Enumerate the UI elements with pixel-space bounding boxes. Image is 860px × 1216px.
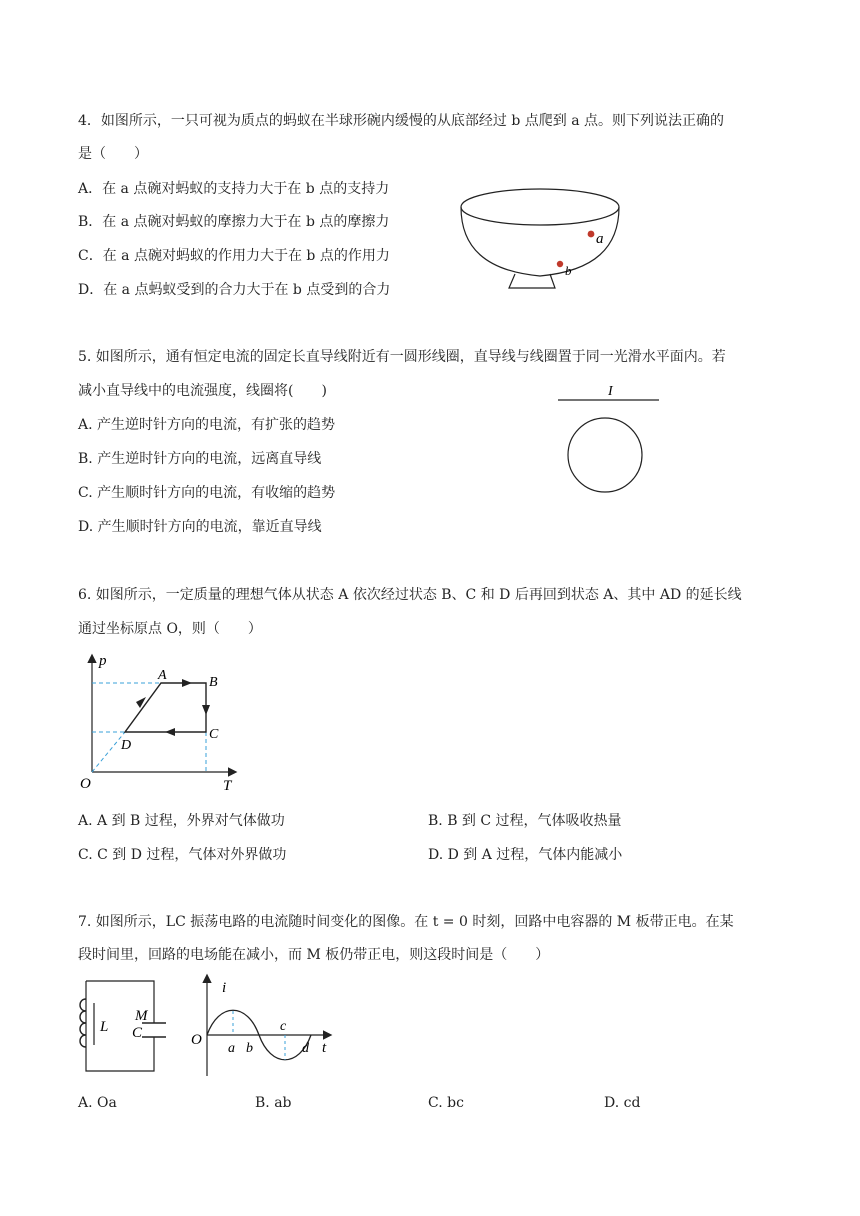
q4-stem-line1: 4．如图所示，一只可视为质点的蚂蚁在半球形碗内缓慢的从底部经过 b 点爬到 a 点。则下列说法正确的 xyxy=(78,113,725,129)
point-b-label: B xyxy=(209,675,218,690)
bowl-foot xyxy=(509,274,555,288)
q4-option-c: C．在 a 点碗对蚂蚁的作用力大于在 b 点的作用力 xyxy=(78,248,390,264)
q5-current-label: I xyxy=(608,384,613,399)
q4-label-a: a xyxy=(596,231,604,247)
q7-stem-line1: 7. 如图所示，LC 振荡电路的电流随时间变化的图像。在 t = 0 时刻，回路中电容器的 M 板带正电。在某 xyxy=(78,914,734,930)
q7-option-c: C. bc xyxy=(428,1095,464,1111)
arrow-cd xyxy=(165,728,175,736)
q5-option-a: A. 产生逆时针方向的电流，有扩张的趋势 xyxy=(78,417,336,433)
q5-wire-coil-figure xyxy=(555,380,665,495)
q6-option-b: B. B 到 C 过程，气体吸收热量 xyxy=(428,813,622,829)
q7-lc-circuit xyxy=(82,975,172,1080)
point-a-label: a xyxy=(228,1041,235,1056)
q7-option-b: B. ab xyxy=(255,1095,292,1111)
q5-option-c: C. 产生顺时针方向的电流，有收缩的趋势 xyxy=(78,485,336,501)
q5-stem-line2: 减小直导线中的电流强度，线圈将( ) xyxy=(78,383,327,399)
cycle-path xyxy=(125,683,206,732)
q6-stem-line2: 通过坐标原点 O，则（ ） xyxy=(78,621,262,637)
t-axis-label: t xyxy=(322,1040,327,1056)
inductor-label: L xyxy=(100,1019,109,1035)
ant-a-icon xyxy=(588,231,595,238)
q7-stem-line2: 段时间里，回路的电场能在减小，而 M 板仍带正电，则这段时间是（ ） xyxy=(78,947,550,963)
q4-option-b: B．在 a 点碗对蚂蚁的摩擦力大于在 b 点的摩擦力 xyxy=(78,214,390,230)
origin-label: O xyxy=(80,776,91,792)
q4-option-a: A．在 a 点碗对蚂蚁的支持力大于在 b 点的支持力 xyxy=(78,181,390,197)
origin-label: O xyxy=(191,1032,202,1048)
p-axis-label: p xyxy=(99,653,107,669)
arrow-bc xyxy=(202,705,210,715)
q6-option-a: A. A 到 B 过程，外界对气体做功 xyxy=(78,813,285,829)
q6-option-d: D. D 到 A 过程，气体内能减小 xyxy=(428,847,623,863)
q7-it-graph xyxy=(188,972,338,1082)
q7-option-d: D. cd xyxy=(604,1095,641,1111)
t-axis-label: T xyxy=(223,778,232,794)
q5-option-b: B. 产生逆时针方向的电流，远离直导线 xyxy=(78,451,322,467)
bowl-rim xyxy=(461,189,619,225)
point-a-label: A xyxy=(158,668,167,683)
point-d-label: D xyxy=(121,738,132,753)
q6-stem-line1: 6. 如图所示，一定质量的理想气体从状态 A 依次经过状态 B、C 和 D 后再回到状态 A、其中 AD 的延长线 xyxy=(78,587,742,603)
q4-bowl-figure xyxy=(455,185,635,295)
point-d-label: d xyxy=(302,1041,309,1056)
i-axis-label: i xyxy=(222,980,227,996)
q6-option-c: C. C 到 D 过程，气体对外界做功 xyxy=(78,847,287,863)
q4-option-d: D．在 a 点蚂蚁受到的合力大于在 b 点受到的合力 xyxy=(78,282,391,298)
point-c-label: C xyxy=(209,727,219,742)
plate-m-label: M xyxy=(135,1008,148,1024)
ant-b-icon xyxy=(557,261,563,267)
point-c-label: c xyxy=(280,1019,287,1034)
q4-stem-line2: 是（ ） xyxy=(78,146,148,162)
arrow-ab xyxy=(182,679,192,687)
q4-label-b: b xyxy=(565,263,572,278)
circuit-loop xyxy=(86,981,154,1071)
inductor-coil xyxy=(80,999,86,1047)
capacitor-label: C xyxy=(132,1025,143,1041)
point-b-label: b xyxy=(246,1041,253,1056)
q6-pt-graph xyxy=(75,650,250,800)
q5-option-d: D. 产生顺时针方向的电流，靠近直导线 xyxy=(78,519,322,535)
q5-stem-line1: 5. 如图所示，通有恒定电流的固定长直导线附近有一圆形线圈，直导线与线圈置于同一光滑水平面内。若 xyxy=(78,349,726,365)
q7-option-a: A. Oa xyxy=(78,1095,117,1111)
circular-coil xyxy=(568,418,642,492)
